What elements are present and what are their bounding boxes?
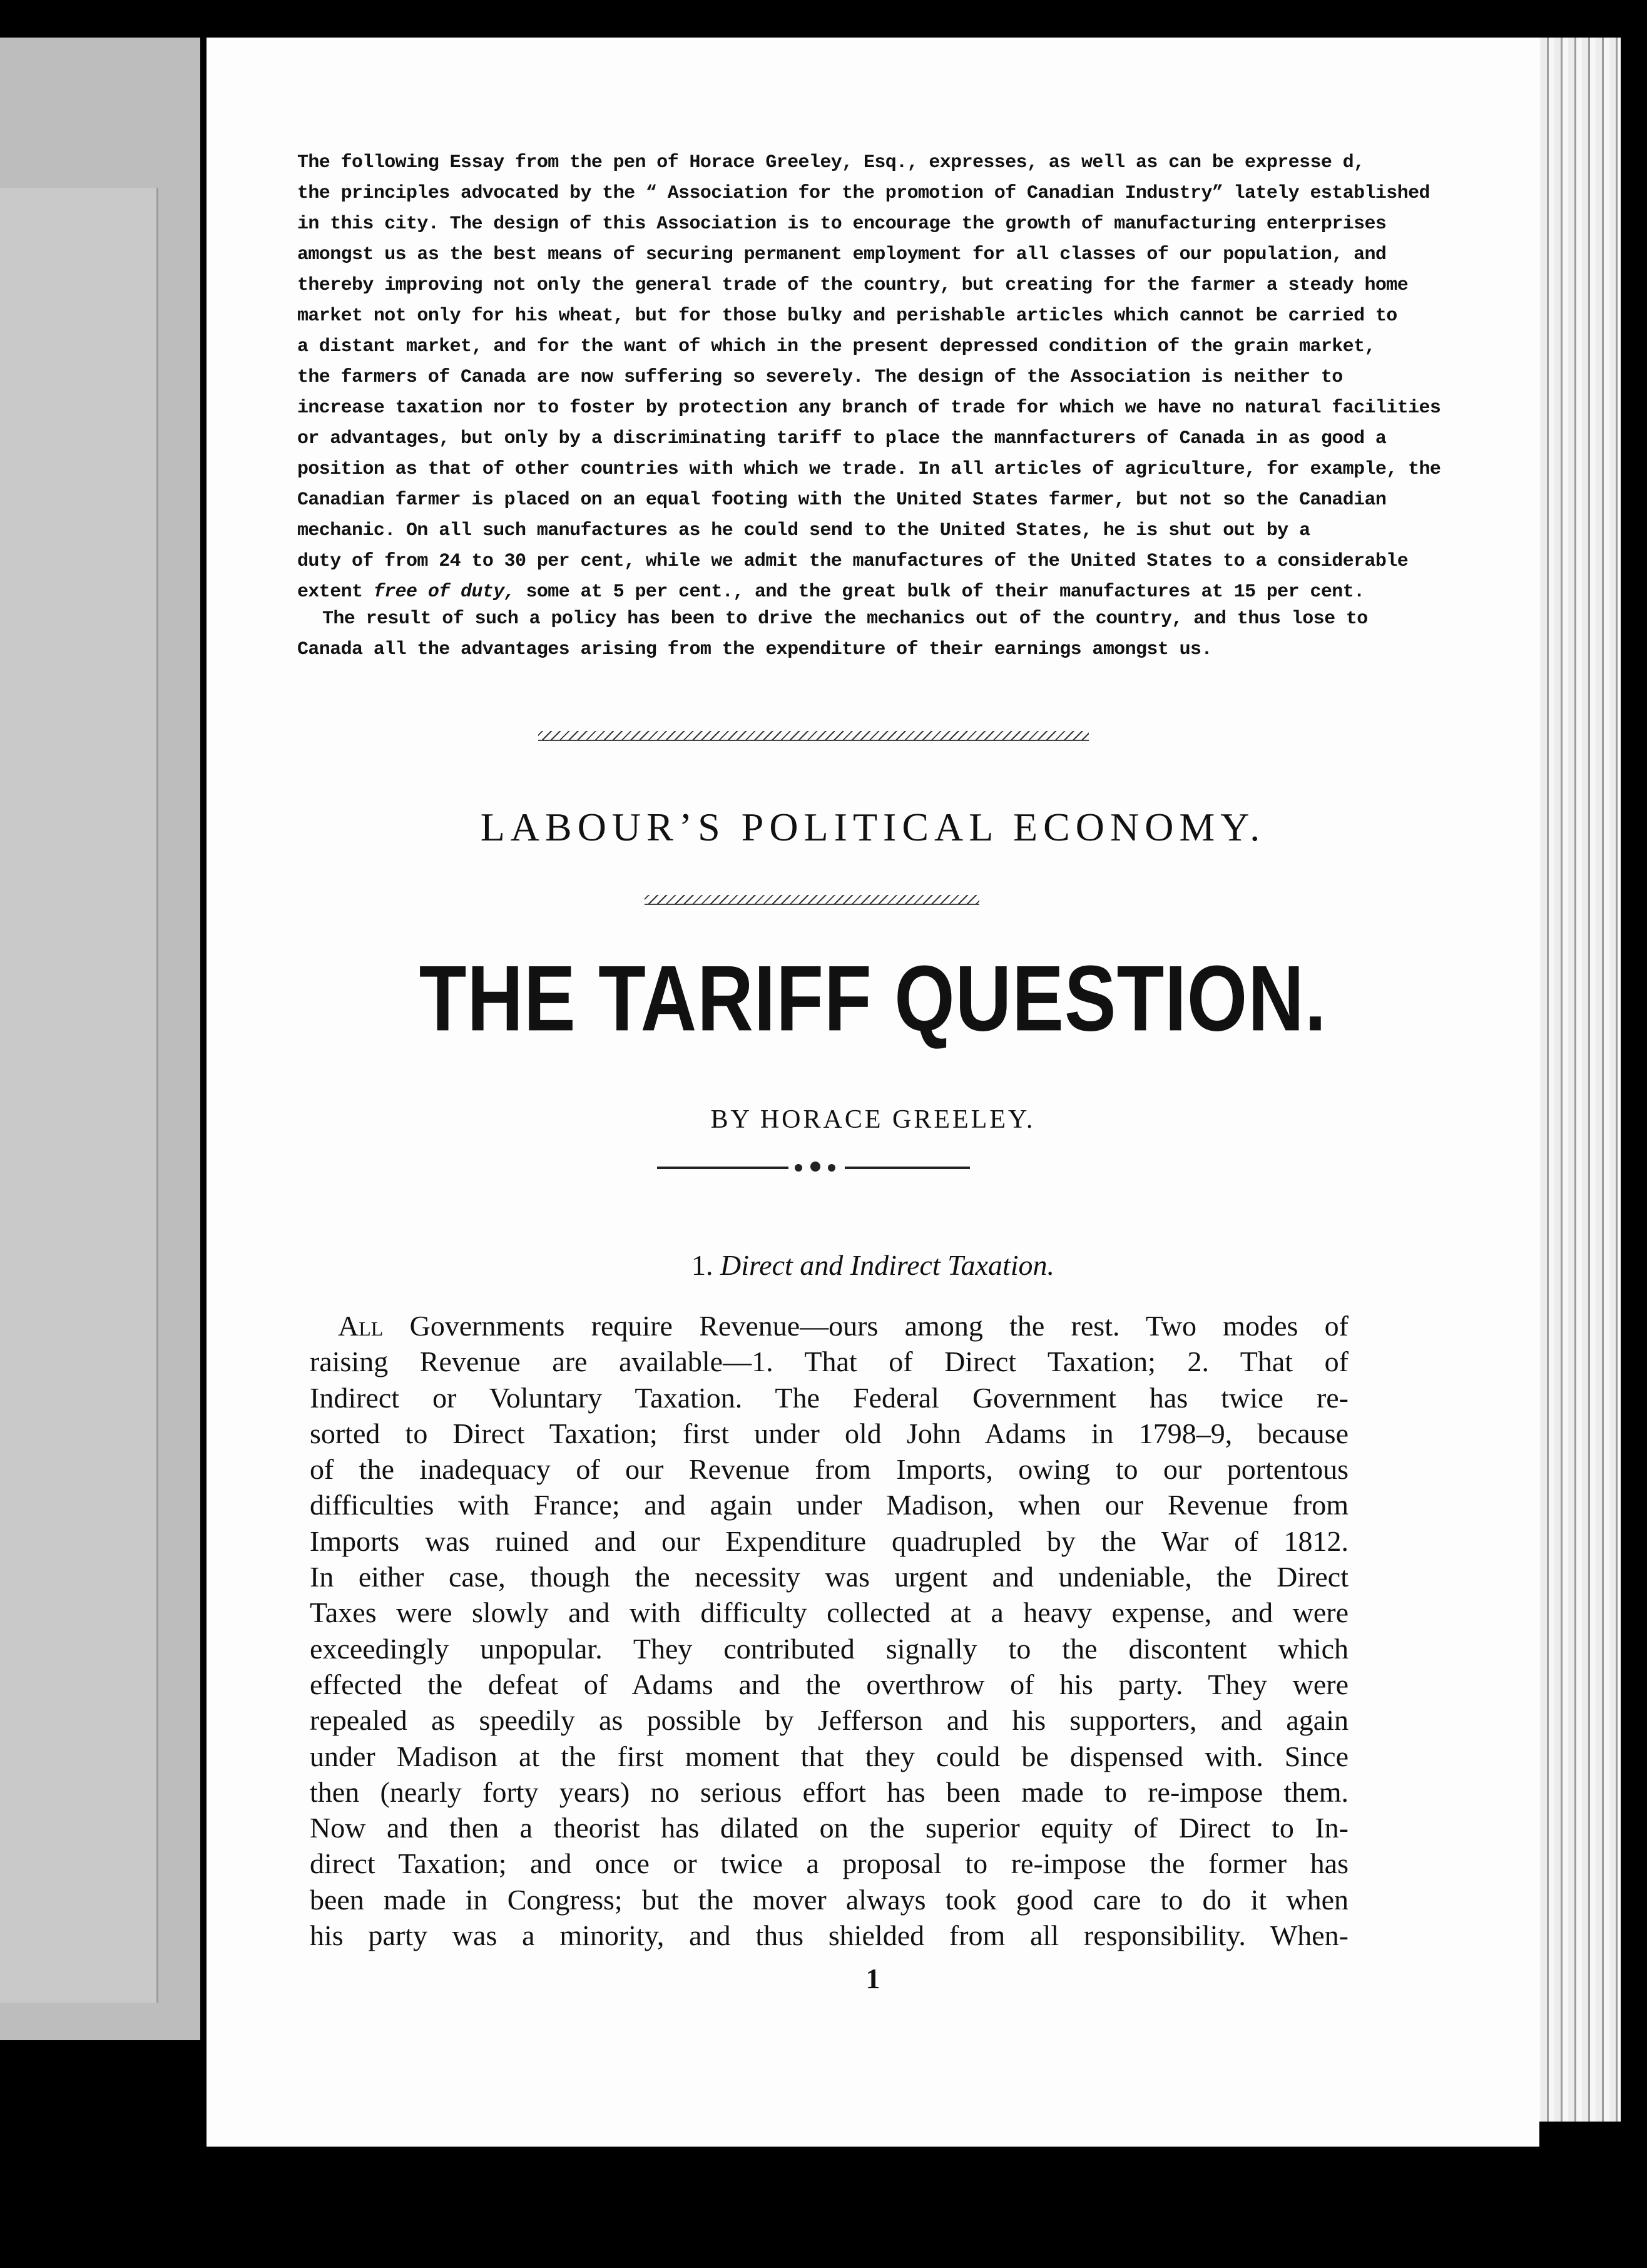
intro-line: The following Essay from the pen of Horace Greeley, Esq., expresses, as well as can be expresse d,	[297, 152, 1365, 173]
ornament-dot	[795, 1164, 802, 1172]
ornament-rule-left	[657, 1167, 788, 1169]
intro-italic-text: free of duty,	[373, 581, 516, 603]
underlying-page-glyph-1	[178, 257, 188, 300]
result-line: Canada all the advantages arising from the expenditure of their earnings amongst us.	[297, 639, 1212, 660]
body-line: effected the defeat of Adams and the overthrow of his party. They were	[310, 1668, 1349, 1700]
body-line: been made in Congress; but the mover always took good care to do it when	[310, 1883, 1349, 1916]
body-line-first	[310, 1308, 1349, 1344]
ornament-rule-right	[845, 1167, 970, 1169]
body-line: direct Taxation; and once or twice a proposal to re-impose the former has	[310, 1847, 1349, 1880]
section-title: Direct and Indirect Taxation.	[720, 1249, 1055, 1281]
body-line: Now and then a theorist has dilated on the superior equity of Direct to In-	[310, 1812, 1349, 1844]
intro-line: duty of from 24 to 30 per cent, while we admit the manufactures of the United States to a considerable	[297, 551, 1409, 572]
body-line: raising Revenue are available—1. That of Direct Taxation; 2. That of	[310, 1346, 1349, 1378]
body-line: Taxes were slowly and with difficulty collected at a heavy expense, and were	[310, 1596, 1349, 1629]
intro-line: position as that of other countries with which we trade. In all articles of agriculture, for example, the	[297, 459, 1441, 480]
series-heading: LABOUR’S POLITICAL ECONOMY.	[480, 805, 1266, 849]
ornament-dot	[828, 1164, 835, 1172]
result-paragraph	[297, 604, 1374, 665]
wavy-ornament-rule	[645, 895, 979, 905]
intro-line-last	[297, 577, 1374, 608]
wavy-ornament-rule	[538, 731, 1089, 741]
intro-line: a distant market, and for the want of which in the present depressed condition of the grain market,	[297, 336, 1375, 357]
intro-line: Canadian farmer is placed on an equal footing with the United States farmer, but not so the Canadian	[297, 489, 1387, 511]
body-text: Governments require Revenue—ours among the rest. Two modes of	[383, 1310, 1349, 1342]
body-line: exceedingly unpopular. They contributed signally to the discontent which	[310, 1632, 1349, 1665]
section-number: 1.	[691, 1249, 713, 1281]
body-line: sorted to Direct Taxation; first under old John Adams in 1798–9, because	[310, 1417, 1349, 1449]
intro-line: mechanic. On all such manufactures as he could send to the United States, he is shut out by a	[297, 520, 1310, 541]
intro-line: amongst us as the best means of securing permanent employment for all classes of our population, and	[297, 244, 1387, 265]
body-line: repealed as speedily as possible by Jefferson and his supporters, and again	[310, 1704, 1349, 1737]
underlying-page	[0, 38, 200, 2040]
body-line: Indirect or Voluntary Taxation. The Federal Government has twice re-	[310, 1381, 1349, 1414]
body-line: of the inadequacy of our Revenue from Imports, owing to our portentous	[310, 1453, 1349, 1486]
page-number: 1	[865, 1963, 880, 1995]
intro-text: extent	[297, 581, 374, 603]
intro-text: some at 5 per cent., and the great bulk of their manufactures at 15 per cent.	[515, 581, 1365, 603]
main-title: THE TARIFF QUESTION.	[419, 947, 1327, 1051]
page-edges	[1527, 38, 1621, 2122]
body-line: under Madison at the first moment that they could be dispensed with. Since	[310, 1740, 1349, 1772]
body-line: then (nearly forty years) no serious effort has been made to re-impose them.	[310, 1775, 1349, 1808]
section-heading	[207, 1249, 1539, 1282]
intro-line: the principles advocated by the “ Association for the promotion of Canadian Industry” lately established	[297, 183, 1430, 204]
body-line: Imports was ruined and our Expenditure quadrupled by the War of 1812.	[310, 1525, 1349, 1557]
intro-line: increase taxation nor to foster by protection any branch of trade for which we have no natural facilities	[297, 397, 1441, 419]
underlying-page-cover	[0, 188, 158, 2003]
dropcap-word: All	[338, 1310, 384, 1342]
body-line: his party was a minority, and thus shielded from all responsibility. When-	[310, 1919, 1349, 1952]
body-paragraph	[310, 1308, 1349, 1953]
author-byline: BY HORACE GREELEY.	[710, 1105, 1036, 1134]
intro-line: thereby improving not only the general trade of the country, but creating for the farmer a steady home	[297, 275, 1409, 296]
body-line: In either case, though the necessity was urgent and undeniable, the Direct	[310, 1561, 1349, 1593]
body-line: difficulties with France; and again under Madison, when our Revenue from	[310, 1489, 1349, 1521]
ornament-dot	[810, 1162, 820, 1172]
document-page	[207, 38, 1539, 2147]
intro-line: in this city. The design of this Association is to encourage the growth of manufacturing enterprises	[297, 213, 1387, 235]
result-line: The result of such a policy has been to drive the mechanics out of the country, and thus lose to	[322, 608, 1368, 630]
intro-paragraph	[297, 148, 1441, 608]
intro-line: market not only for his wheat, but for those bulky and perishable articles which cannot be carried to	[297, 305, 1397, 327]
intro-line: the farmers of Canada are now suffering so severely. The design of the Association is neither to	[297, 367, 1343, 388]
intro-line: or advantages, but only by a discriminating tariff to place the mannfacturers of Canada in as good a	[297, 428, 1387, 449]
